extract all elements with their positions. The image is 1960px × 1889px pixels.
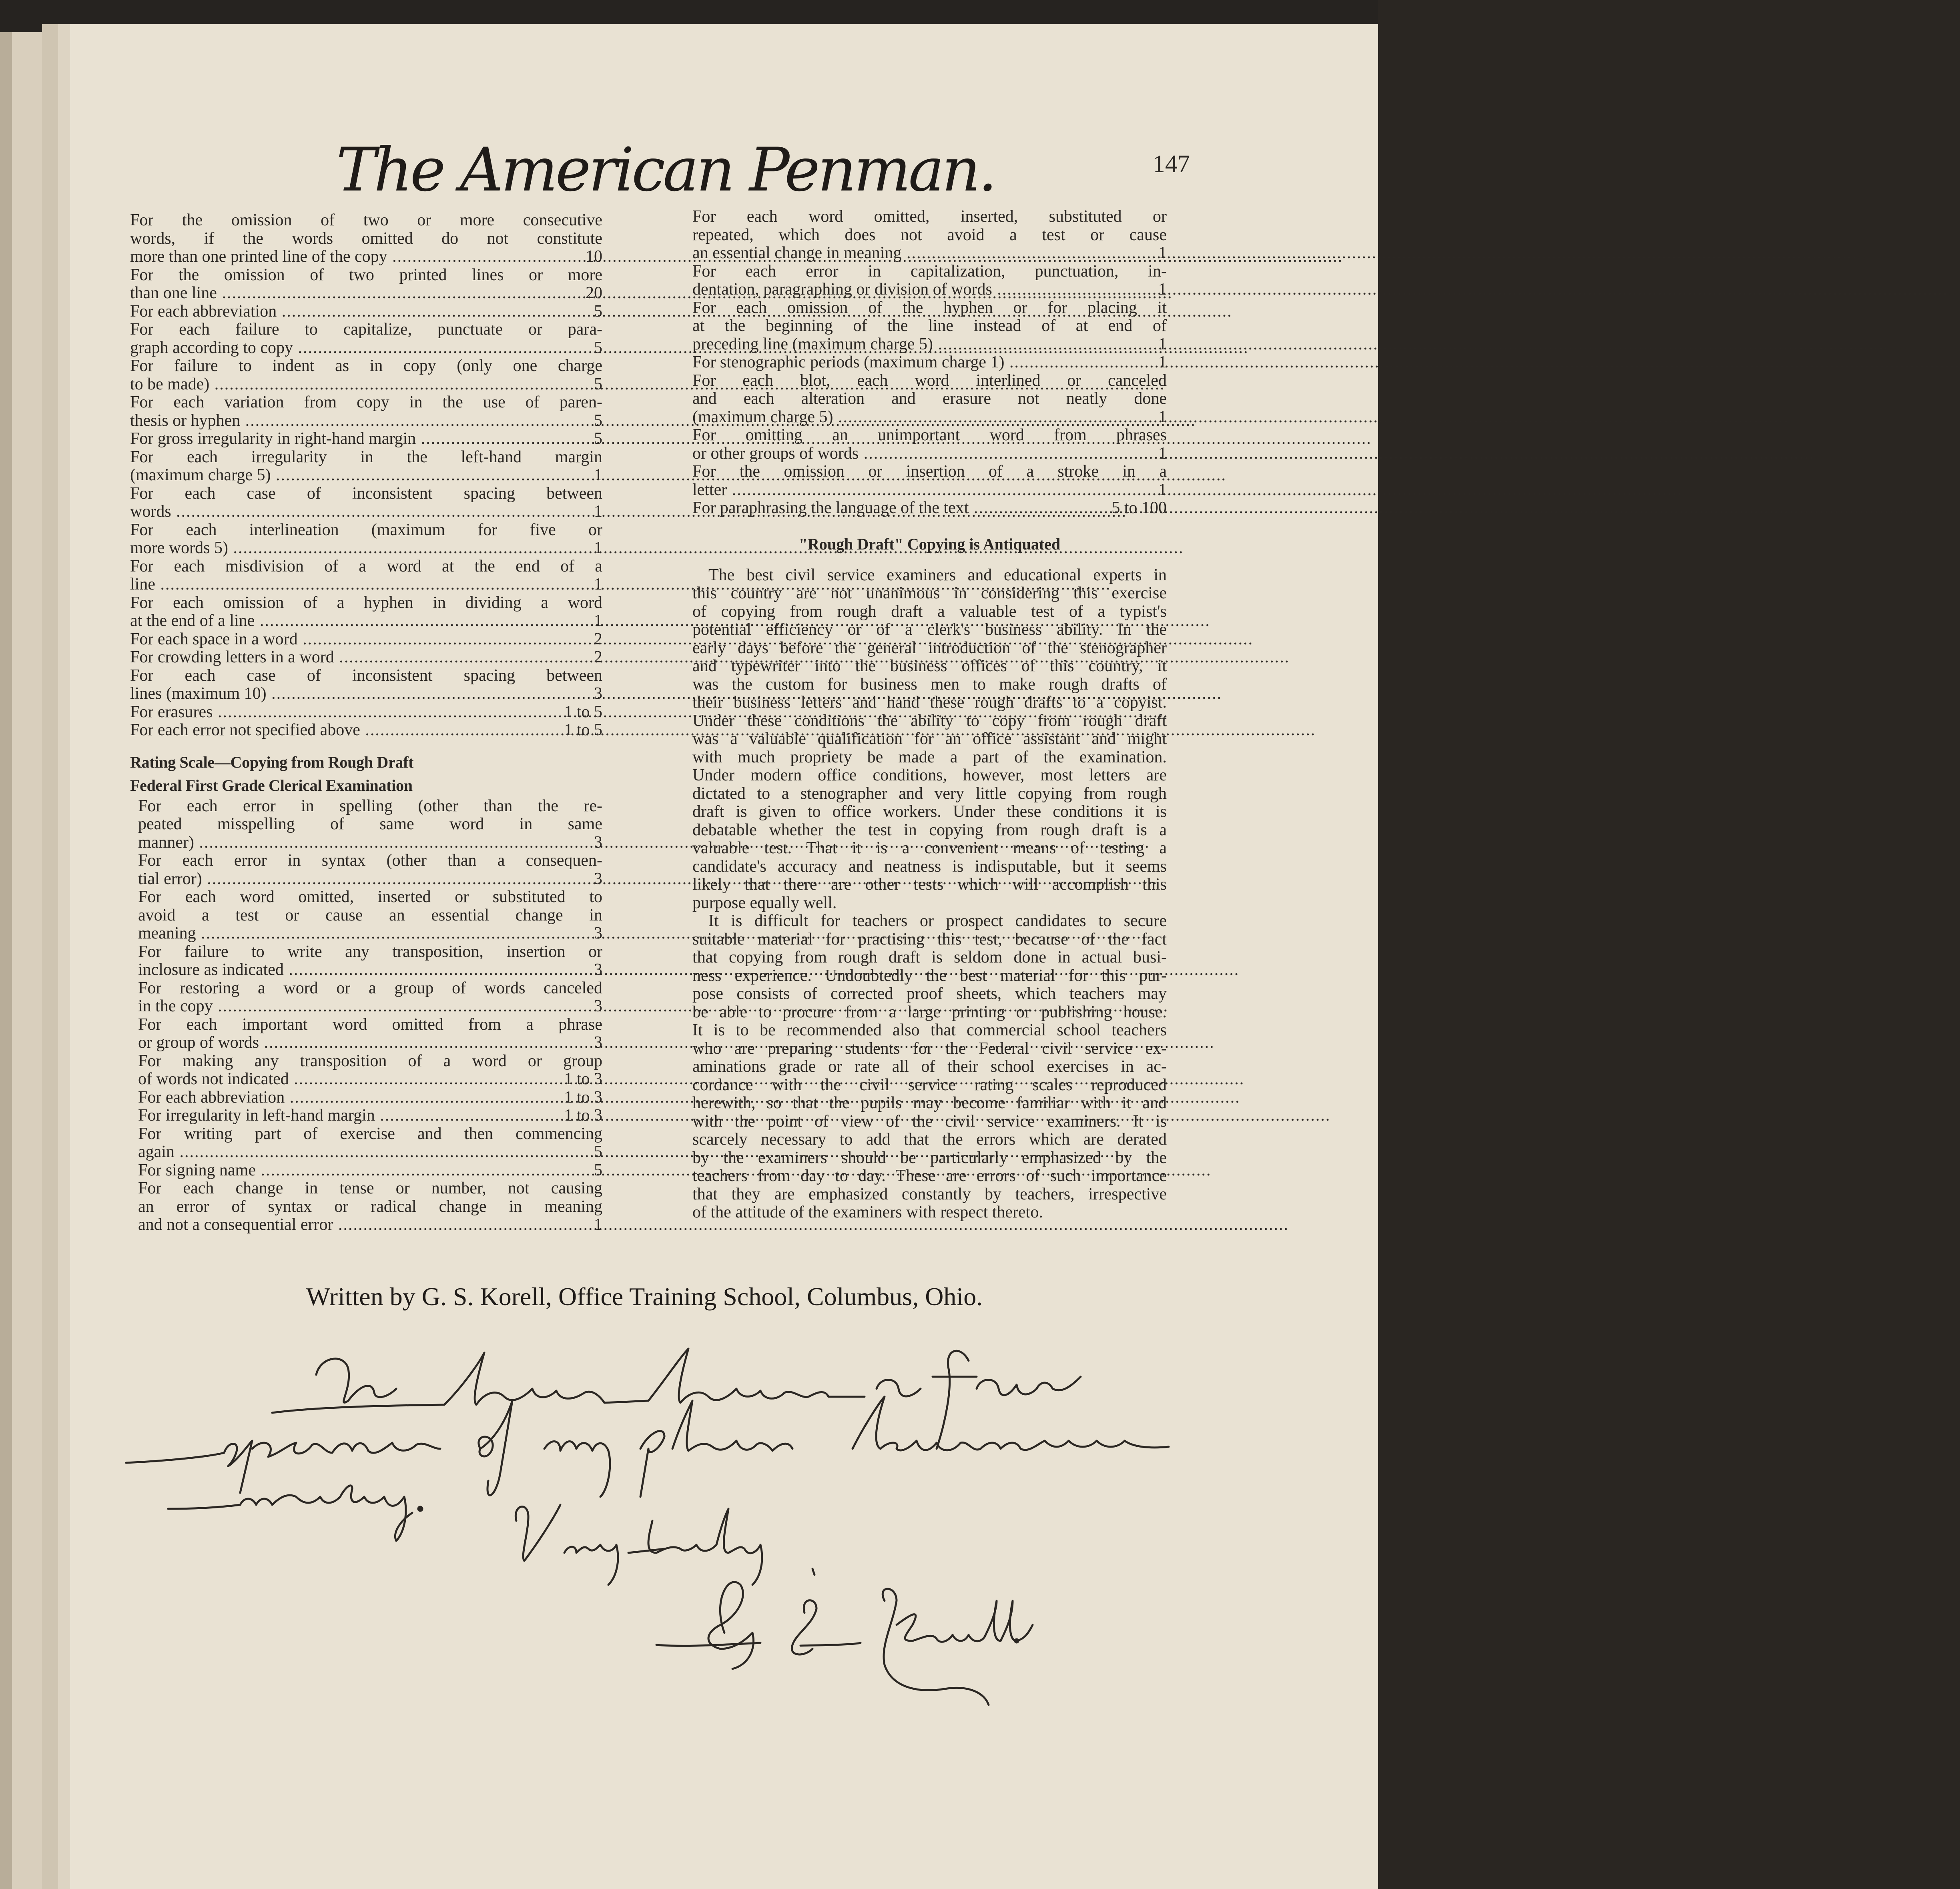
charge-text: For failure to write any transposition, insertion or <box>138 942 602 961</box>
page-number: 147 <box>1153 150 1190 178</box>
charge-text: dentation, paragraphing or division of words ..... <box>707 281 1167 299</box>
paragraph-line: who are preparing students for the Federal civil service ex- <box>692 1039 1167 1058</box>
charge-text: For each case of inconsistent spacing between <box>130 666 602 685</box>
charge-entry <box>138 852 602 888</box>
charge-text: For each blot, each word interlined or canceled <box>692 371 1167 390</box>
charge-value: 5 <box>594 1143 602 1161</box>
charge-value: 1 to 5 <box>564 702 602 721</box>
charge-entry <box>130 648 602 667</box>
charge-text: For each error in spelling (other than the re- <box>138 796 602 815</box>
charge-entry <box>138 1107 602 1125</box>
paragraph-line: scarcely necessary to add that the errors which are derated <box>692 1130 1167 1149</box>
charge-value: 3 <box>594 924 602 942</box>
charge-value: 1 <box>594 575 602 594</box>
charge-entry <box>130 321 602 357</box>
charge-value: 1 <box>1158 244 1167 262</box>
charge-entry <box>692 499 1167 517</box>
paragraph-line: of the attitude of the examiners with respect thereto. <box>692 1203 1043 1221</box>
paragraph-line: suitable material for practising this test, because of the fact <box>692 930 1167 949</box>
charge-text: For stenographic periods (maximum charge 1) ..... <box>707 353 1167 372</box>
paragraph-line: candidate's accuracy and neatness is indisputable, but it seems <box>692 857 1167 876</box>
charge-value: 1 <box>1158 407 1167 426</box>
charge-text: repeated, which does not avoid a test or cause <box>692 225 1167 244</box>
charge-value: 5 <box>594 375 602 393</box>
paragraph-line: this country are not unanimous in considering this exercise <box>692 584 1167 602</box>
charge-entry <box>138 888 602 943</box>
charge-entry <box>138 943 602 979</box>
charge-value: 1 <box>1158 335 1167 353</box>
paragraph-line: valuable test. That it is a convenient means of testing a <box>692 839 1167 857</box>
charge-text: For each variation from copy in the use of paren- <box>130 393 602 411</box>
charge-text: tial error) ..... <box>152 870 602 888</box>
charge-text: For gross irregularity in right-hand margin ..... <box>144 430 602 448</box>
charge-entry <box>130 211 602 266</box>
charge-entry <box>130 430 602 448</box>
exam-heading: Federal First Grade Clerical Examination <box>130 776 413 794</box>
charge-entry <box>692 208 1167 263</box>
charge-text: For irregularity in left-hand margin ..... <box>152 1107 602 1125</box>
charge-list-continued <box>692 208 1167 517</box>
charge-text: line ..... <box>144 576 602 594</box>
charge-value: 1 to 5 <box>564 721 602 739</box>
charge-text: For each failure to capitalize, punctuate or para- <box>130 320 602 339</box>
charge-text: avoid a test or cause an essential change in <box>138 906 602 924</box>
charge-text: more words 5) ..... <box>144 539 602 557</box>
charge-text: For crowding letters in a word ..... <box>144 648 602 667</box>
charge-entry <box>130 594 602 630</box>
charge-entry <box>130 266 602 303</box>
charge-text: or group of words ..... <box>152 1034 602 1052</box>
charge-text: thesis or hyphen ..... <box>144 412 602 430</box>
charge-text: For paraphrasing the language of the text ..... <box>707 499 1167 517</box>
charge-entry <box>692 353 1167 372</box>
paragraph-line: with the point of view of the civil service examiners. It is <box>692 1112 1167 1131</box>
paragraph-line: dictated to a stenographer and very little copying from rough <box>692 784 1167 803</box>
charge-text: and not a consequential error ..... <box>152 1216 602 1234</box>
charge-text: For restoring a word or a group of words canceled <box>138 979 602 997</box>
charge-value: 3 <box>594 997 602 1015</box>
charge-text: For each abbreviation ..... <box>152 1089 602 1107</box>
charge-text: For failure to indent as in copy (only one charge <box>130 357 602 375</box>
charge-entry <box>692 426 1167 463</box>
charge-value: 1 <box>594 539 602 557</box>
charge-entry <box>138 979 602 1016</box>
charge-text: letter ..... <box>707 481 1167 499</box>
charge-text: For each error in syntax (other than a consequen- <box>138 851 602 870</box>
author-credit: Written by G. S. Korell, Office Training School, Columbus, Ohio. <box>306 1282 983 1311</box>
paragraph-line: Under modern office conditions, however, most letters are <box>692 766 1167 784</box>
charge-text: For each omission of the hyphen or for placing it <box>692 298 1167 317</box>
section-heading: "Rough Draft" Copying is Antiquated <box>798 535 1061 553</box>
charge-text: an essential change in meaning ..... <box>707 244 1167 263</box>
charge-value: 3 <box>594 869 602 888</box>
charge-value: 5 <box>594 338 602 357</box>
charge-entry <box>138 1161 602 1180</box>
charge-text: For signing name ..... <box>152 1161 602 1180</box>
charge-value: 5 <box>594 302 602 321</box>
charge-text: For each important word omitted from a phrase <box>138 1015 602 1034</box>
charge-text: For the omission of two printed lines or more <box>130 265 602 284</box>
charge-entry <box>138 1179 602 1234</box>
charge-text: at the end of a line ..... <box>144 612 602 630</box>
charge-text: and each alteration and erasure not neatly done <box>692 389 1167 408</box>
charge-text: For each misdivision of a word at the end of a <box>130 557 602 576</box>
charge-entry <box>130 557 602 594</box>
charge-value: 5 <box>594 411 602 430</box>
charge-text: words, if the words omitted do not constitute <box>130 229 602 248</box>
charge-entry <box>130 393 602 430</box>
charge-value: 20 <box>586 284 602 302</box>
charge-text: For writing part of exercise and then commencing <box>138 1124 602 1143</box>
charge-entry <box>130 667 602 703</box>
charge-text: words ..... <box>144 503 602 521</box>
charge-text: inclosure as indicated ..... <box>152 961 602 979</box>
charge-entry <box>130 303 602 321</box>
charge-text: For each omission of a hyphen in dividing a word <box>130 593 602 612</box>
charge-entry <box>138 1052 602 1089</box>
paragraph-line: was the custom for business men to make rough drafts of <box>692 675 1167 694</box>
paragraph-line: pose consists of corrected proof sheets, which teachers may <box>692 985 1167 1003</box>
charge-text: lines (maximum 10) ..... <box>144 685 602 703</box>
charge-text: of words not indicated ..... <box>152 1070 602 1089</box>
charge-value: 3 <box>594 961 602 979</box>
paragraph-line: herewith, so that the pupils may become familiar with it and <box>692 1094 1167 1112</box>
paragraph-line: by the examiners should be particularly emphasized by the <box>692 1148 1167 1167</box>
paragraph-line: It is to be recommended also that commercial school teachers <box>692 1021 1167 1039</box>
charge-text: graph according to copy ..... <box>144 339 602 357</box>
charge-text: For each space in a word ..... <box>144 630 602 649</box>
right-column <box>692 208 1167 1222</box>
charge-text: For each irregularity in the left-hand margin <box>130 447 602 466</box>
charge-text: For each case of inconsistent spacing between <box>130 484 602 503</box>
charge-text: For the omission of two or more consecutive <box>130 211 602 229</box>
paragraph-line: purpose equally well. <box>692 893 837 912</box>
paragraph-line: aminations grade or rate all of their school exercises in ac- <box>692 1057 1167 1076</box>
charge-value: 1 <box>594 1215 602 1234</box>
paragraph-line: The best civil service examiners and educational experts in <box>708 565 1167 584</box>
charge-text: or other groups of words ..... <box>707 445 1167 463</box>
charge-entry <box>692 299 1167 354</box>
charge-text: For each abbreviation ..... <box>144 303 602 321</box>
charge-value: 1 <box>594 466 602 484</box>
charge-text: at the beginning of the line instead of at end of <box>692 317 1167 335</box>
charge-text: For each word omitted, inserted, substituted or <box>692 207 1167 226</box>
charge-text: For each error not specified above ..... <box>144 721 602 740</box>
charge-value: 3 <box>594 1033 602 1052</box>
paragraph-line: likely that there are other tests which will accomplish this <box>692 875 1167 894</box>
charge-entry <box>130 703 602 722</box>
paragraph-line: was a valuable qualification for an office assistant and might <box>692 730 1167 748</box>
charge-text: manner) ..... <box>152 834 602 852</box>
charge-value: 1 <box>1158 480 1167 499</box>
paragraph-line: and typewriter into the business offices of this country, it <box>692 657 1167 675</box>
paragraph-line: that copying from rough draft is seldom done in actual busi- <box>692 948 1167 967</box>
charge-value: 3 <box>594 684 602 703</box>
paragraph-line: early days before the general introduction of the stenographer <box>692 638 1167 657</box>
charge-text: (maximum charge 5) ..... <box>707 408 1167 427</box>
charge-text: For each word omitted, inserted or substituted to <box>138 888 602 906</box>
charge-text: For making any transposition of a word or group <box>138 1051 602 1070</box>
charge-value: 5 <box>594 429 602 448</box>
charge-list <box>130 211 602 740</box>
charge-text: more than one printed line of the copy ..... <box>144 248 602 266</box>
charge-text: in the copy ..... <box>152 997 602 1016</box>
charge-value: 1 to 3 <box>564 1070 602 1088</box>
charge-value: 2 <box>594 648 602 666</box>
charge-entry <box>692 372 1167 427</box>
paragraph-line: debatable whether the test in copying from rough draft is a <box>692 820 1167 839</box>
charge-text: For the omission or insertion of a stroke in a <box>692 462 1167 481</box>
left-column <box>130 211 602 1234</box>
charge-entry <box>130 721 602 740</box>
charge-value: 5 to 100 <box>1111 499 1167 517</box>
charge-text: meaning ..... <box>152 924 602 943</box>
charge-text: For each change in tense or number, not causing <box>138 1179 602 1197</box>
charge-value: 3 <box>594 833 602 852</box>
charge-entry <box>692 463 1167 499</box>
article-paragraph <box>692 912 1167 1222</box>
charge-entry <box>138 1089 602 1107</box>
charge-text: (maximum charge 5) ..... <box>144 466 602 485</box>
paragraph-line: be able to procure from a large printing or publishing house. <box>692 1003 1167 1021</box>
rating-scale-heading: Rating Scale—Copying from Rough Draft <box>130 753 414 771</box>
charge-text: preceding line (maximum charge 5) ..... <box>707 335 1167 354</box>
charge-text: For each error in capitalization, punctuation, in- <box>692 262 1167 281</box>
masthead-title: The American Penman. <box>336 135 995 205</box>
charge-value: 2 <box>594 630 602 648</box>
charge-entry <box>138 1125 602 1161</box>
charge-text: For each interlineation (maximum for five or <box>130 520 602 539</box>
charge-value: 1 to 3 <box>564 1106 602 1125</box>
charge-entry <box>130 521 602 557</box>
paragraph-line: draft is given to office workers. Under these conditions it is <box>692 802 1167 821</box>
paragraph-line: potential efficiency or of a clerk's business ability. In the <box>692 620 1167 639</box>
paragraph-line: It is difficult for teachers or prospect candidates to secure <box>708 912 1167 930</box>
paragraph-line: teachers from day to day. These are errors of such importance <box>692 1167 1167 1185</box>
charge-value: 10 <box>586 247 602 266</box>
charge-text: than one line ..... <box>144 284 602 303</box>
charge-value: 1 <box>1158 280 1167 299</box>
charge-entry <box>692 263 1167 299</box>
charge-value: 1 <box>1158 444 1167 463</box>
charge-text: For omitting an unimportant word from phrases <box>692 426 1167 444</box>
paragraph-line: with much propriety be made a part of the examination. <box>692 748 1167 766</box>
charge-text: again ..... <box>152 1143 602 1161</box>
paragraph-line: Under these conditions the ability to copy from rough draft <box>692 711 1167 730</box>
charge-entry <box>130 357 602 393</box>
paragraph-line: their business letters and hand these rough drafts to a copyist. <box>692 693 1167 712</box>
charge-entry <box>130 630 602 649</box>
charge-entry <box>138 797 602 852</box>
article-paragraph <box>692 566 1167 912</box>
charge-text: For erasures ..... <box>144 703 602 722</box>
charge-text: an error of syntax or radical change in meaning <box>138 1197 602 1216</box>
charge-value: 5 <box>594 1161 602 1179</box>
rating-scale-list <box>138 797 602 1234</box>
paragraph-line: of copying from rough draft a valuable test of a typist's <box>692 602 1167 621</box>
charge-entry <box>138 1016 602 1052</box>
charge-text: to be made) ..... <box>144 375 602 394</box>
paragraph-line: that they are emphasized constantly by teachers, irrespective <box>692 1185 1167 1203</box>
charge-entry <box>130 485 602 521</box>
charge-value: 1 <box>1158 353 1167 371</box>
paragraph-line: ness experience. Undoubtedly the best material for this pur- <box>692 966 1167 985</box>
charge-entry <box>130 448 602 485</box>
charge-value: 1 <box>594 612 602 630</box>
paragraph-line: cordance with the civil service rating scales reproduced <box>692 1075 1167 1094</box>
charge-value: 1 <box>594 502 602 521</box>
charge-value: 1 to 3 <box>564 1088 602 1107</box>
charge-text: peated misspelling of same word in same <box>138 815 602 833</box>
